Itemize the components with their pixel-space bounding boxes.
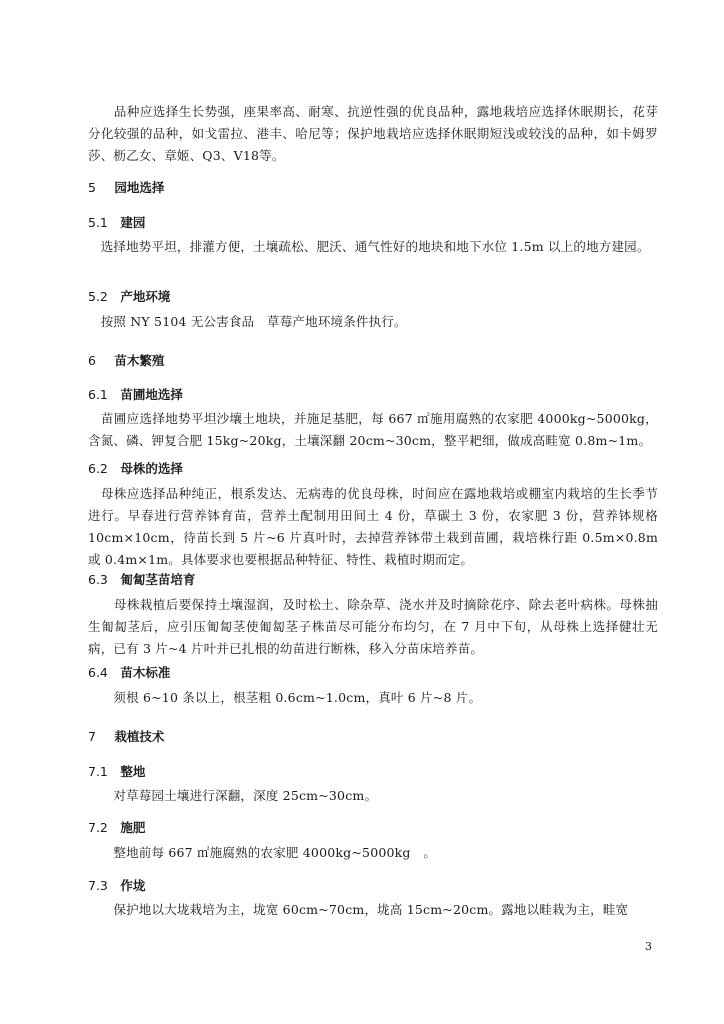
section-number: 5.2 — [88, 289, 108, 304]
section-number: 6 — [88, 353, 96, 368]
section-heading-7-2 — [88, 819, 658, 837]
section-heading-5 — [88, 179, 658, 197]
section-number: 6.1 — [88, 387, 108, 402]
section-title: 园地选择 — [114, 180, 165, 195]
paragraph-7-2: 整地前每 667 ㎡施腐熟的农家肥 4000kg~5000kg 。 — [88, 845, 437, 860]
section-heading-6-2 — [88, 460, 658, 478]
paragraph-6-4: 须根 6~10 条以上，根茎粗 0.6cm~1.0cm，真叶 6 片~8 片。 — [88, 690, 482, 705]
paragraph-7-3: 保护地以大垅栽培为主，垅宽 60cm~70cm，垅高 15cm~20cm。露地以畦栽为主，畦宽 — [88, 902, 629, 917]
section-heading-5-1 — [88, 214, 658, 232]
section-heading-7-1 — [88, 763, 658, 781]
section-number: 6.2 — [88, 461, 108, 476]
section-number: 6.3 — [88, 572, 108, 587]
section-heading-6 — [88, 352, 658, 370]
paragraph-6-1: 苗圃应选择地势平坦沙壤土地块，并施足基肥，每 667 ㎡施用腐熟的农家肥 4000kg~5000kg，含氮、磷、钾复合肥 15kg~20kg，土壤深翻 20cm~30cm，整平耙细，做成高畦宽 0.8m~1m。 — [88, 411, 658, 448]
section-title: 苗木标准 — [120, 665, 171, 680]
section-title: 苗木繁殖 — [114, 353, 165, 368]
paragraph-5-1: 选择地势平坦，排灌方便，土壤疏松、肥沃、通气性好的地块和地下水位 1.5m 以上的地方建园。 — [88, 239, 650, 254]
section-number: 7.2 — [88, 820, 108, 835]
section-title: 产地环境 — [120, 289, 171, 304]
section-title: 整地 — [120, 764, 146, 779]
section-heading-6-1 — [88, 386, 658, 404]
section-heading-7 — [88, 728, 658, 746]
section-number: 7.3 — [88, 878, 108, 893]
section-title: 作垅 — [120, 878, 146, 893]
section-title: 匍匐茎苗培育 — [120, 572, 196, 587]
paragraph-6-2: 母株应选择品种纯正，根系发达、无病毒的优良母株，时间应在露地栽培或棚室内栽培的生长季节进行。早春进行营养钵育苗，营养土配制用田间土 4 份，草碳土 3 份，农家肥 3 份，营养钵规格 10cm×10cm，待苗长到 5 片~6 片真叶时，去掉营养钵带土栽到苗圃，栽培株行距 0.5m×0.8m 或 0.4m×1m。具体要求也要根据品种特征、特性、栽植时期而定。 — [88, 486, 658, 567]
section-title: 母株的选择 — [120, 461, 183, 476]
section-heading-6-4 — [88, 664, 658, 682]
section-number: 6.4 — [88, 665, 108, 680]
paragraph-6-3: 母株栽植后要保持土壤湿润，及时松土、除杂草、浇水并及时摘除花序、除去老叶病株。母株抽生匍匐茎后，应引压匍匐茎使匍匐茎子株苗尽可能分布均匀，在 7 月中下旬，从母株上选择健壮无病，已有 3 片~4 片叶并已扎根的幼苗进行断株，移入分苗床培养苗。 — [88, 597, 658, 656]
section-number: 5 — [88, 180, 96, 195]
section-title: 苗圃地选择 — [120, 387, 183, 402]
paragraph-7-1: 对草莓园土壤进行深翻，深度 25cm~30cm。 — [88, 788, 378, 803]
section-title: 施肥 — [120, 820, 146, 835]
section-title: 建园 — [120, 215, 146, 230]
section-heading-6-3 — [88, 571, 658, 589]
paragraph-variety-selection: 品种应选择生长势强，座果率高、耐寒、抗逆性强的优良品种，露地栽培应选择休眠期长，花芽分化较强的品种，如戈雷拉、港丰、哈尼等；保护地栽培应选择休眠期短浅或较浅的品种，如卡姆罗莎、枥乙女、章姬、Q3、V18等。 — [88, 104, 658, 163]
section-number: 5.1 — [88, 215, 108, 230]
page-number: 3 — [645, 940, 652, 953]
section-number: 7 — [88, 729, 96, 744]
section-heading-5-2 — [88, 288, 658, 306]
section-heading-7-3 — [88, 877, 658, 895]
section-number: 7.1 — [88, 764, 108, 779]
paragraph-5-2: 按照 NY 5104 无公害食品 草莓产地环境条件执行。 — [88, 314, 407, 329]
section-title: 栽植技术 — [114, 729, 165, 744]
